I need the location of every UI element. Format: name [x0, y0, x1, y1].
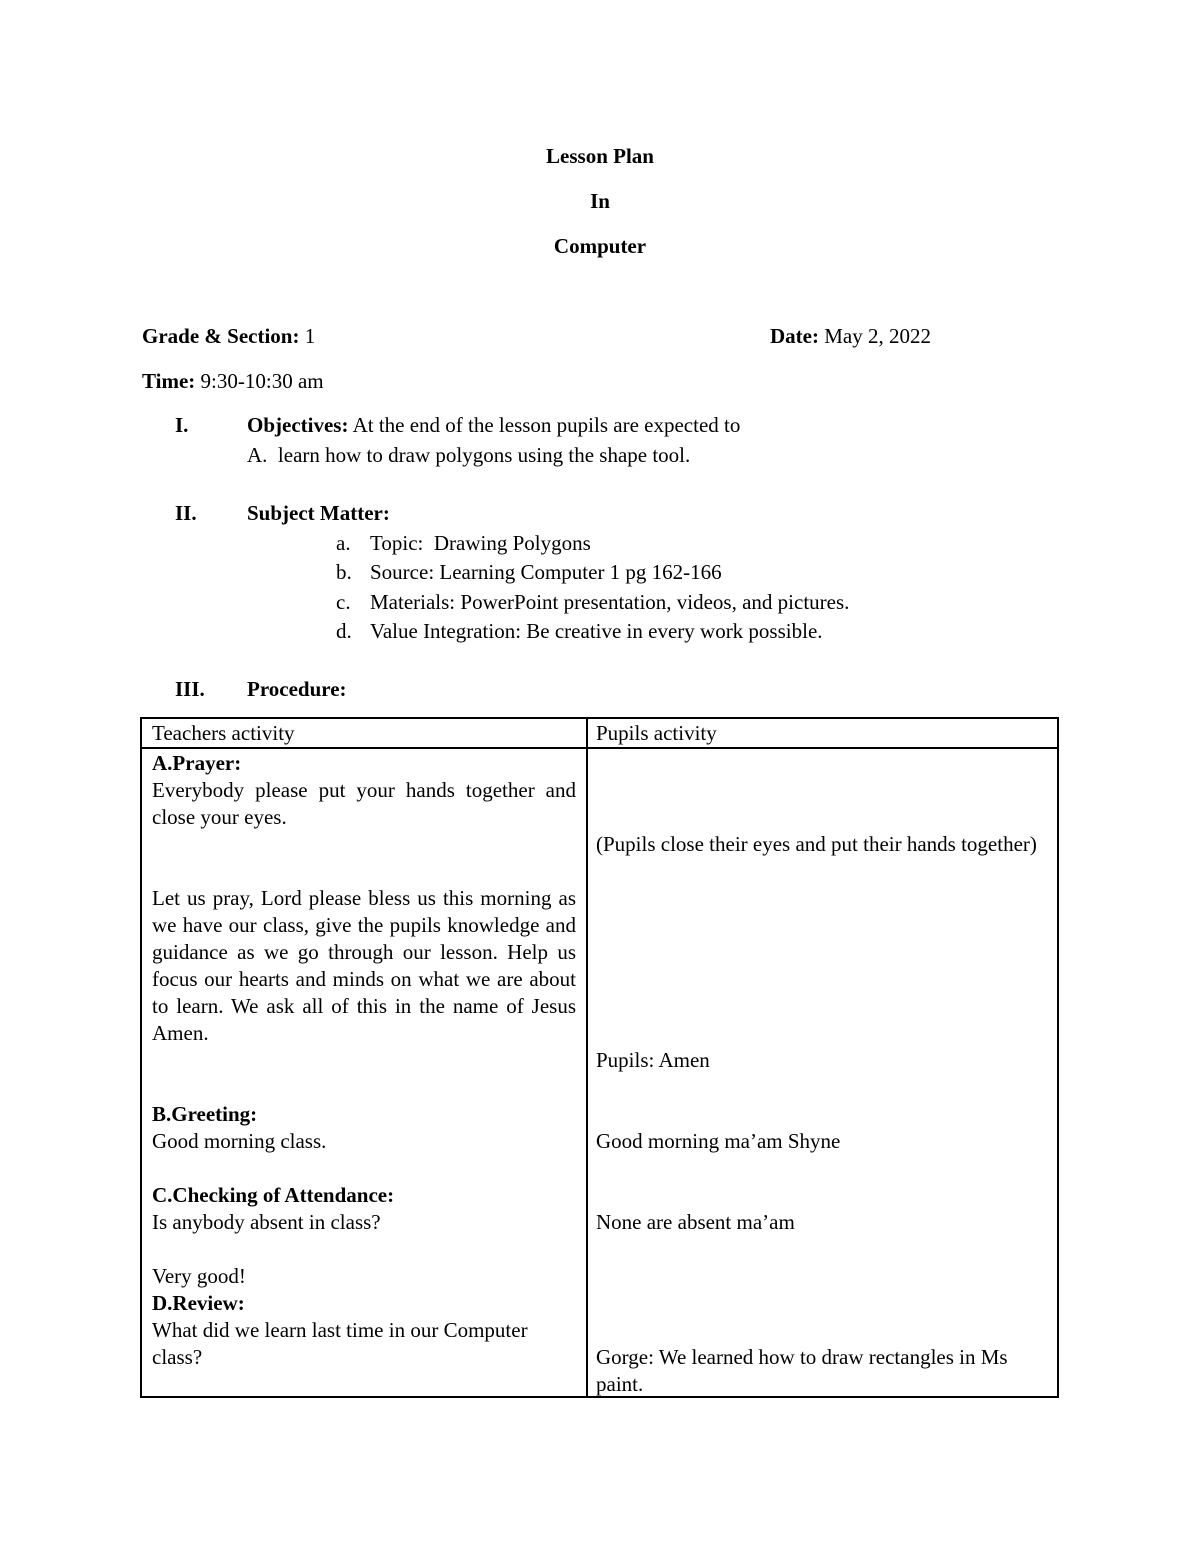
- prayer-pupil-action: (Pupils close their eyes and put their hands together): [596, 832, 1037, 856]
- procedure-table: [140, 717, 1059, 1398]
- attendance-heading: C.Checking of Attendance:: [152, 1183, 395, 1207]
- subject-item-value-integration: Value Integration: Be creative in every work possible.: [370, 619, 823, 643]
- objective-item-a: A. learn how to draw polygons using the shape tool.: [247, 443, 691, 467]
- time-line: [142, 369, 324, 394]
- subject-item-materials: Materials: PowerPoint presentation, videos, and pictures.: [370, 590, 850, 614]
- grade-section-label: Grade & Section:: [142, 324, 300, 348]
- column-header-pupil: Pupils activity: [596, 721, 717, 745]
- subject-item-marker: d.: [336, 619, 352, 643]
- greeting-teacher: Good morning class.: [152, 1129, 327, 1153]
- review-pupil: Gorge: We learned how to draw rectangles in Ms paint.: [596, 1345, 1008, 1396]
- attendance-followup: Very good!: [152, 1264, 246, 1288]
- review-teacher: What did we learn last time in our Computer class?: [152, 1318, 528, 1369]
- date-label: Date:: [770, 324, 819, 348]
- prayer-heading: A.Prayer:: [152, 751, 242, 775]
- greeting-pupil: Good morning ma’am Shyne: [596, 1129, 841, 1153]
- prayer-intro: Everybody please put your hands together and close your eyes.: [152, 778, 576, 829]
- greeting-heading: B.Greeting:: [152, 1102, 258, 1126]
- review-heading: D.Review:: [152, 1291, 245, 1315]
- document-title: Lesson Plan: [546, 144, 654, 168]
- time-label: Time:: [142, 369, 196, 393]
- prayer-pupil-response: Pupils: Amen: [596, 1048, 710, 1072]
- table-column-divider: [586, 719, 588, 1396]
- attendance-pupil: None are absent ma’am: [596, 1210, 795, 1234]
- objectives-label: Objectives:: [247, 413, 349, 437]
- date-value: May 2, 2022: [824, 324, 931, 348]
- objectives-intro: At the end of the lesson pupils are expected to: [352, 413, 741, 437]
- procedure-numeral: III.: [175, 677, 205, 701]
- subject-item-marker: a.: [336, 531, 351, 555]
- objectives-line: [247, 413, 740, 438]
- subject-item-source: Source: Learning Computer 1 pg 162-166: [370, 560, 722, 584]
- subject-matter-numeral: II.: [175, 501, 197, 525]
- procedure-label: Procedure:: [247, 677, 347, 701]
- subject-item-marker: b.: [336, 560, 352, 584]
- grade-section-value: 1: [304, 324, 316, 348]
- subject-item-marker: c.: [336, 590, 351, 614]
- date-line: [770, 324, 931, 349]
- table-header-divider: [142, 747, 1057, 749]
- prayer-text: Let us pray, Lord please bless us this morning as we have our class, give the pupils knowledge and guidance as we go through our lesson. Help us focus our hearts and minds on what we are about to learn. We ask all of this in the name of Jesus Amen.: [152, 886, 576, 1045]
- document-title-in: In: [590, 189, 610, 213]
- subject-item-topic: Topic: Drawing Polygons: [370, 531, 591, 555]
- objectives-numeral: I.: [175, 413, 189, 437]
- attendance-teacher: Is anybody absent in class?: [152, 1210, 381, 1234]
- time-value: 9:30-10:30 am: [200, 369, 324, 393]
- document-subject: Computer: [553, 234, 647, 258]
- column-header-teacher: Teachers activity: [152, 721, 295, 745]
- subject-matter-label: Subject Matter:: [247, 501, 390, 525]
- grade-section-line: [142, 324, 315, 349]
